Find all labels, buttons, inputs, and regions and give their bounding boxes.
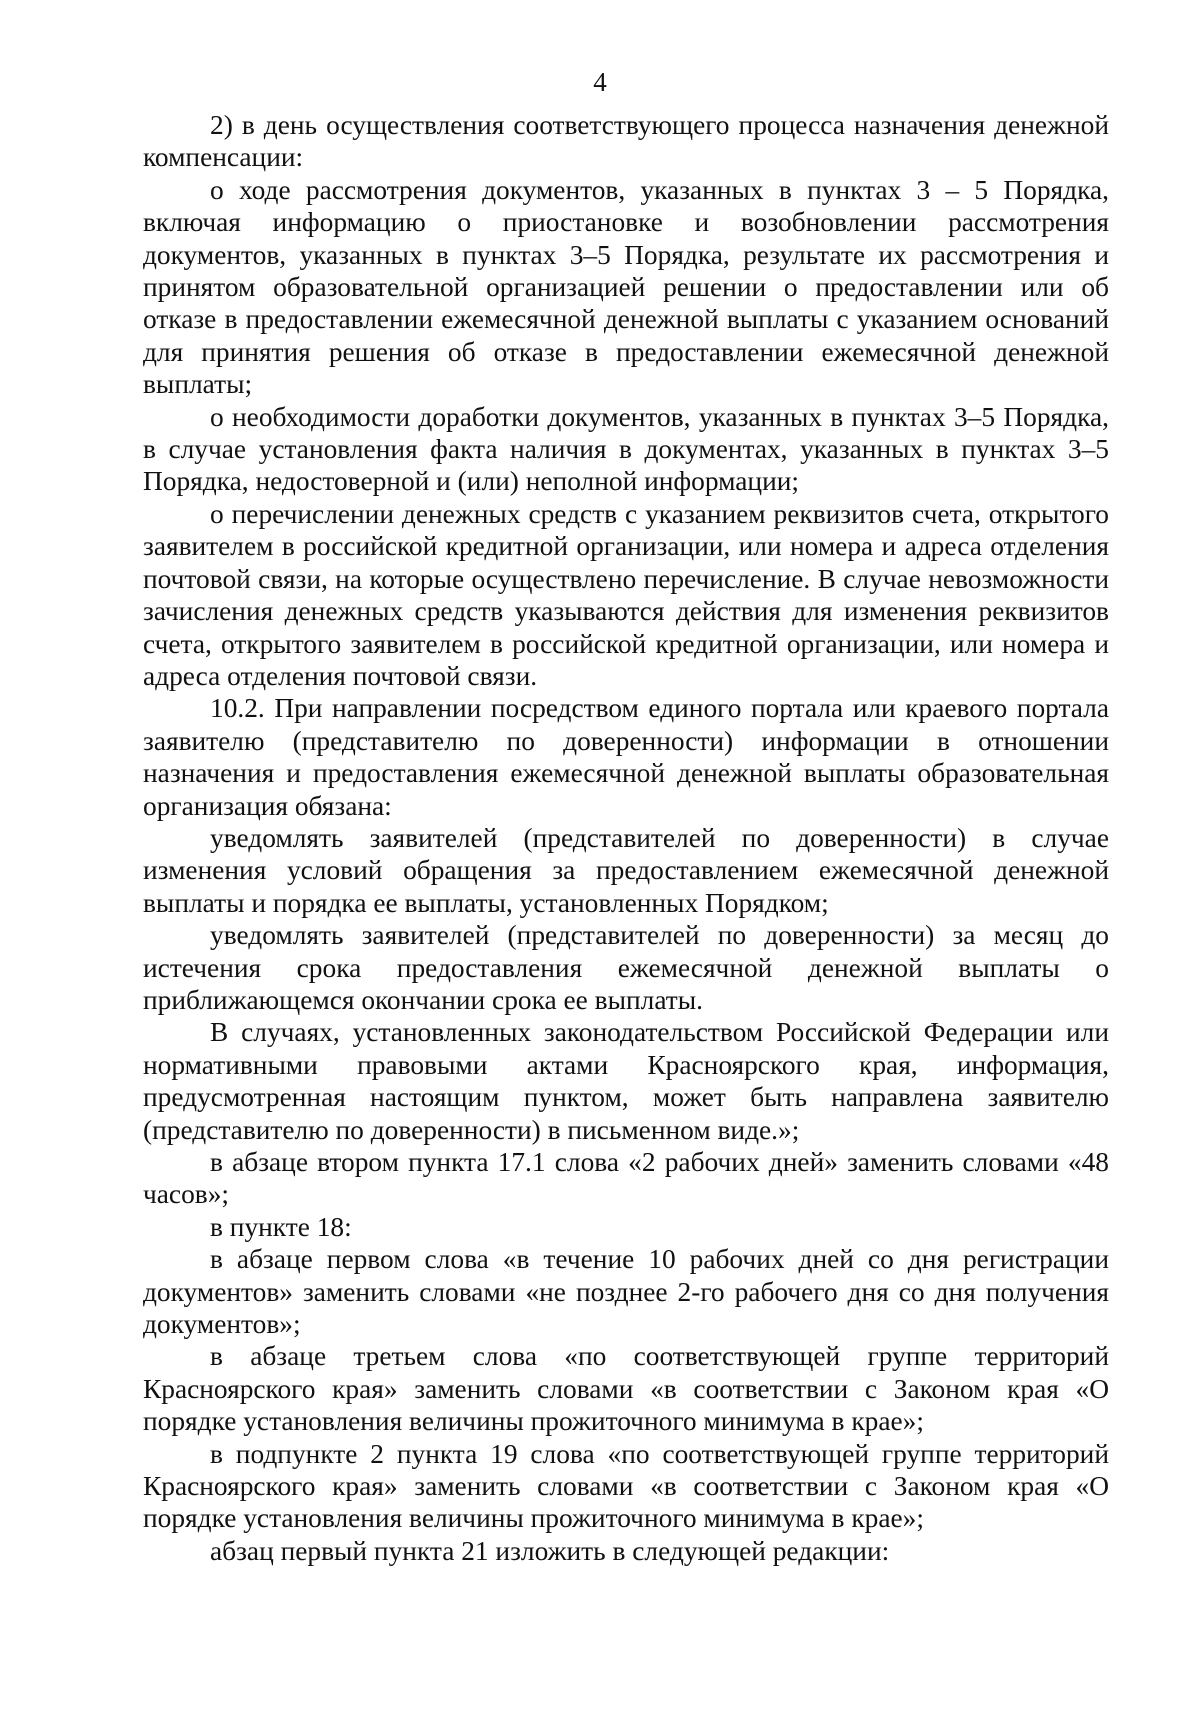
paragraph: в пункте 18: bbox=[210, 1211, 352, 1242]
paragraph: уведомлять заявителей (представителей по доверенности) за месяц до истечения срока предоставления ежемесячной денежной выплаты о приближающемся окончании срока ее выплаты. bbox=[143, 920, 1109, 1015]
paragraph: в абзаце первом слова «в течение 10 рабочих дней со дня регистрации документов» заменить словами «не позднее 2-го рабочего дня со дня получения документов»; bbox=[143, 1244, 1109, 1340]
page-number: 4 bbox=[593, 67, 607, 97]
paragraph: о перечислении денежных средств с указанием реквизитов счета, открытого заявителем в российской кредитной организации, или номера и адреса отделения почтовой связи, на которые осуществлено перечисление. В случае невозможности зачисления денежных средств указываются действия для изменения реквизитов счета, открытого заявителем в российской кредитной организации, или номера и адреса отделения почтовой связи. bbox=[143, 498, 1109, 691]
paragraph: 10.2. При направлении посредством единого портала или краевого портала заявителю (представителю по доверенности) информации в отношении назначения и предоставления ежемесячной денежной выплаты образовательная организация обязана: bbox=[143, 693, 1109, 821]
paragraph: в абзаце третьем слова «по соответствующей группе территорий Красноярского края» заменить словами «в соответствии с Законом края «О порядке установления величины прожиточного минимума в крае»; bbox=[143, 1341, 1109, 1437]
paragraph: в абзаце втором пункта 17.1 слова «2 рабочих дней» заменить словами «48 часов»; bbox=[143, 1147, 1109, 1210]
paragraph: абзац первый пункта 21 изложить в следующей редакции: bbox=[210, 1535, 890, 1566]
paragraph: уведомлять заявителей (представителей по доверенности) в случае изменения условий обращения за предоставлением ежемесячной денежной выплаты и порядка ее выплаты, установленных Порядком; bbox=[143, 822, 1109, 918]
paragraph: в подпункте 2 пункта 19 слова «по соответствующей группе территорий Красноярского края» заменить словами «в соответствии с Законом края «О порядке установления величины прожиточного минимума в крае»; bbox=[143, 1438, 1109, 1534]
paragraph: В случаях, установленных законодательством Российской Федерации или нормативными правовыми актами Красноярского края, информация, предусмотренная настоящим пунктом, может быть направлена заявителю (представителю по доверенности) в письменном виде.»; bbox=[143, 1017, 1109, 1145]
paragraph: о ходе рассмотрения документов, указанных в пунктах 3 – 5 Порядка, включая информацию о приостановке и возобновлении рассмотрения документов, указанных в пунктах 3–5 Порядка, результате их рассмотрения и принятом образовательной организацией решении о предоставлении или об отказе в предоставлении ежемесячной денежной выплаты с указанием оснований для принятия решения об отказе в предоставлении ежемесячной денежной выплаты; bbox=[143, 174, 1109, 400]
paragraph: 2) в день осуществления соответствующего процесса назначения денежной компенсации: bbox=[143, 110, 1109, 173]
document-body bbox=[143, 109, 1109, 1567]
paragraph: о необходимости доработки документов, указанных в пунктах 3–5 Порядка, в случае установления факта наличия в документах, указанных в пунктах 3–5 Порядка, недостоверной и (или) неполной информации; bbox=[143, 401, 1109, 497]
